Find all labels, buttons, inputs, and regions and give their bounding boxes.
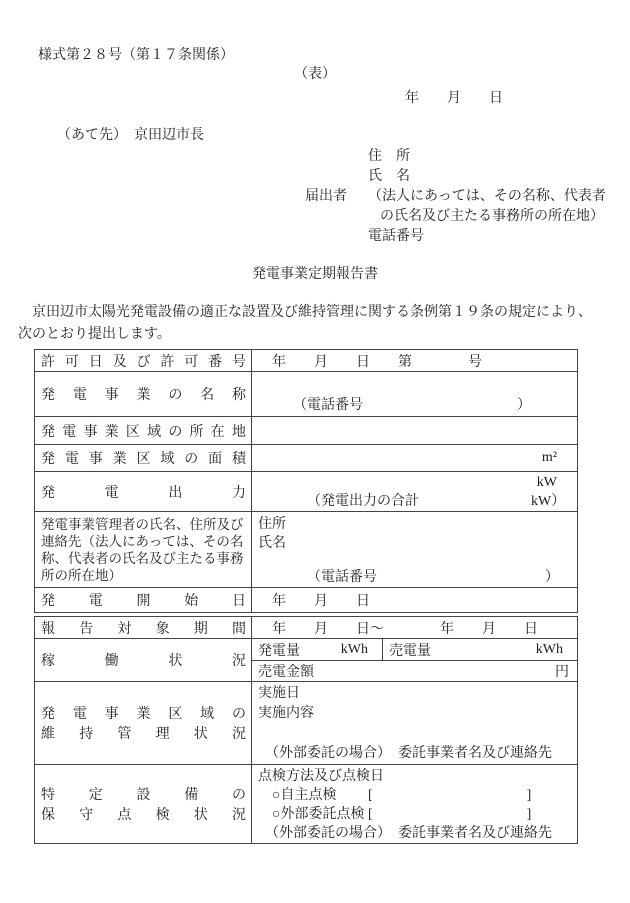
business-name-value: [252, 372, 578, 417]
area-size-label: 発電事業区域の面積: [35, 445, 252, 472]
permit-row-label: 許可日及び許可番号: [35, 350, 252, 372]
sale-amount-cell: [252, 661, 578, 682]
permit-row-value: 年 月 日 第 号: [252, 350, 578, 372]
corp-note-line2: の氏名及び主たる事務所の所在地）: [380, 209, 604, 224]
area-location-label: 発電事業区域の所在地: [35, 417, 252, 445]
inspection-line-1: 点検方法及び点検日: [258, 769, 384, 784]
intro-line2: 次のとおり提出します。: [18, 327, 171, 342]
declarant-name-label: 氏 名: [368, 169, 410, 184]
output-row: [35, 472, 578, 512]
maintenance-line-4: （外部委託の場合） 委託事業者名及び連絡先: [258, 746, 552, 761]
report-table: [34, 616, 578, 844]
business-name-phone-line: （電話番号 ）: [258, 398, 531, 413]
declarant-role-label: 届出者: [305, 189, 347, 204]
period-row: [35, 617, 578, 639]
sale-label: 売電量: [389, 643, 431, 659]
manager-label: 発電事業管理者の氏名、住所及び 連絡先（法人にあっては、その名 称、代表者の氏名及び主たる事務 所の所在地）: [35, 512, 252, 588]
maintenance-line-3: [252, 724, 577, 744]
manager-value: [252, 512, 578, 588]
output-value: [252, 472, 578, 512]
start-date-value: 年 月 日: [252, 588, 578, 613]
addressee-line: （あて先） 京田辺市長: [57, 128, 204, 143]
maintenance-line-1: 実施日: [258, 686, 300, 701]
area-location-row: [35, 417, 578, 445]
business-name-row: [35, 372, 578, 417]
permit-info-table: [34, 349, 578, 613]
manager-phone-line: （電話番号 ）: [258, 570, 559, 585]
generation-unit: kWh: [340, 641, 368, 657]
business-name-label: 発電事業の名称: [35, 372, 252, 417]
inspection-value: [252, 765, 578, 844]
sale-amount-unit: 円: [555, 665, 569, 680]
operation-label: 稼働状況: [35, 639, 252, 682]
submission-date-line: 年 月 日: [405, 91, 503, 106]
inspection-line-2: ○自主点検 [ ]: [258, 788, 532, 803]
maintenance-value: [252, 682, 578, 765]
area-size-row: [35, 445, 578, 472]
maintenance-line-2: 実施内容: [258, 706, 314, 721]
inspection-row: [35, 765, 578, 844]
output-total-line: （発電出力の合計 kW）: [258, 493, 566, 509]
generation-label: 発電量: [258, 643, 300, 659]
start-date-row: [35, 588, 578, 613]
intro-line1: 京田辺市太陽光発電設備の適正な設置及び維持管理に関する条例第１９条の規定により、: [18, 305, 592, 320]
page-title: 発電事業定期報告書: [252, 267, 378, 282]
period-value: 年 月 日～ 年 月 日: [252, 617, 578, 639]
area-location-value: [252, 417, 578, 445]
operation-row-1: [35, 639, 578, 661]
maintenance-label: 発電事業区域の 維持管理状況: [35, 682, 252, 765]
manager-address-label: 住所: [258, 517, 286, 532]
sale-amount-label: 売電金額: [258, 665, 314, 680]
manager-name-label: 氏名: [258, 536, 286, 551]
area-size-unit: m²: [252, 445, 578, 472]
start-date-label: 発電開始日: [35, 588, 252, 613]
inspection-label: 特定設備の 保守点検状況: [35, 765, 252, 844]
output-unit-line: kW: [536, 474, 557, 490]
permit-row: [35, 350, 578, 372]
manager-blank-line: [252, 553, 577, 568]
sale-cell: [383, 639, 578, 661]
corp-note-line1: （法人にあっては、その名称、代表者: [368, 189, 606, 204]
generation-cell: [252, 639, 383, 661]
output-label: 発電出力: [35, 472, 252, 512]
sale-unit: kWh: [535, 641, 563, 657]
period-label: 報告対象期間: [35, 617, 252, 639]
form-number: 様式第２８号（第１７条関係）: [38, 48, 234, 63]
maintenance-row: [35, 682, 578, 765]
manager-row: [35, 512, 578, 588]
declarant-phone-label: 電話番号: [368, 229, 424, 244]
inspection-line-3: ○外部委託点検 [ ]: [258, 807, 532, 822]
inspection-line-4: （外部委託の場合） 委託事業者名及び連絡先: [258, 826, 552, 841]
front-side-label: （表）: [294, 67, 336, 82]
declarant-address-label: 住 所: [368, 149, 410, 164]
